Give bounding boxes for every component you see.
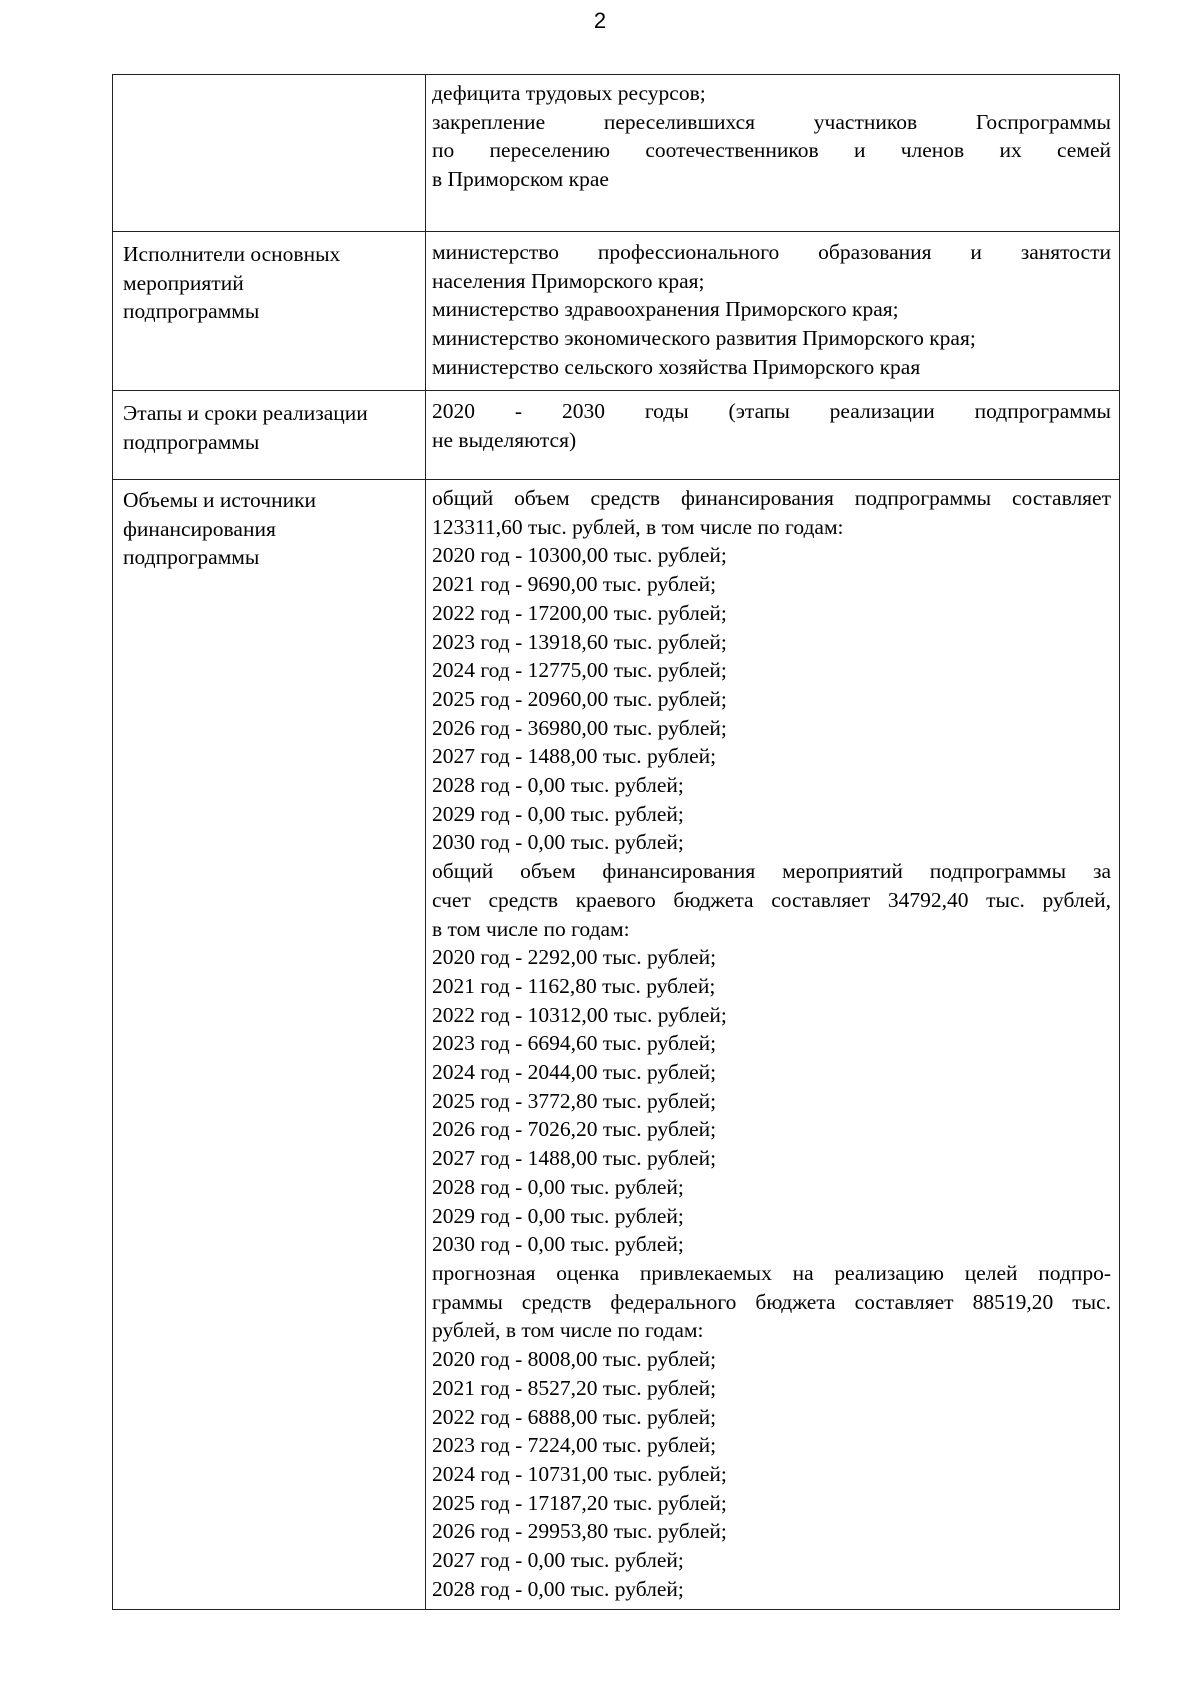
row-label [113,232,426,391]
value-line: граммы средств федерального бюджета составляет 88519,20 тыс. [432,1289,1111,1314]
value-line: 2027 год - 0,00 тыс. рублей; [432,1548,684,1573]
value-line: 2024 год - 12775,00 тыс. рублей; [432,658,727,683]
value-line: прогнозная оценка привлекаемых на реализацию целей подпро- [432,1260,1111,1285]
row-funding [113,480,1120,1610]
value-line: 2029 год - 0,00 тыс. рублей; [432,1203,684,1228]
row-goals-continuation [113,75,1120,232]
value-line: по переселению соотечественников и членов их семей [432,138,1111,163]
row-executors [113,232,1120,391]
subprogram-passport-table [112,74,1120,1610]
label-line: Исполнители основных [123,242,341,266]
value-line: министерство экономического развития Приморского края; [432,326,976,351]
value-line: счет средств краевого бюджета составляет 34792,40 тыс. рублей, [432,887,1111,912]
value-line: 2028 год - 0,00 тыс. рублей; [432,1174,684,1199]
label-line: мероприятий [123,270,244,295]
value-line: 2023 год - 13918,60 тыс. рублей; [432,629,727,654]
value-line: общий объем финансирования мероприятий подпрограммы за [432,859,1111,884]
value-line: 2021 год - 8527,20 тыс. рублей; [432,1375,717,1400]
value-line: 2021 год - 9690,00 тыс. рублей; [432,572,717,597]
value-line: рублей, в том числе по годам: [432,1318,704,1343]
label-line: Объемы и источники [123,488,317,512]
value-line: общий объем средств финансирования подпрограммы составляет [432,486,1111,510]
value-line: 2022 год - 6888,00 тыс. рублей; [432,1404,717,1429]
value-line: 2020 год - 10300,00 тыс. рублей; [432,543,727,568]
value-line: 2030 год - 0,00 тыс. рублей; [432,830,684,855]
value-line: 2025 год - 20960,00 тыс. рублей; [432,686,727,711]
row-value [426,232,1120,391]
label-line: подпрограммы [123,299,260,324]
value-line: 2020 - 2030 годы (этапы реализации подпрограммы [432,399,1111,423]
row-value [426,391,1120,480]
value-line: министерство здравоохранения Приморского края; [432,297,899,322]
value-line: 2027 год - 1488,00 тыс. рублей; [432,744,717,769]
value-line: в Приморском крае [432,167,609,192]
value-line: 2029 год - 0,00 тыс. рублей; [432,801,684,826]
value-line: 2020 год - 8008,00 тыс. рублей; [432,1347,717,1372]
value-line: 2021 год - 1162,80 тыс. рублей; [432,973,716,998]
page-number: 2 [593,8,607,33]
value-line: 2025 год - 17187,20 тыс. рублей; [432,1490,727,1515]
row-value [426,75,1120,232]
value-line: 2026 год - 29953,80 тыс. рублей; [432,1519,727,1544]
value-line: 2026 год - 36980,00 тыс. рублей; [432,715,727,740]
value-line: 2020 год - 2292,00 тыс. рублей; [432,945,717,970]
value-line: 123311,60 тыс. рублей, в том числе по годам: [432,514,844,539]
label-line: Этапы и сроки реализации [123,401,368,425]
value-line: 2024 год - 2044,00 тыс. рублей; [432,1060,717,1085]
value-line: 2030 год - 0,00 тыс. рублей; [432,1232,684,1257]
value-line: 2028 год - 0,00 тыс. рублей; [432,1576,684,1601]
row-label [113,391,426,480]
label-line: подпрограммы [123,429,260,454]
value-line: 2024 год - 10731,00 тыс. рублей; [432,1461,727,1486]
row-label [113,75,426,232]
value-line: в том числе по годам: [432,916,630,941]
row-label [113,480,426,1610]
row-value [426,480,1120,1610]
value-line: дефицита трудовых ресурсов; [432,81,706,105]
row-stages-terms [113,391,1120,480]
label-line: финансирования [123,516,276,541]
value-line: населения Приморского края; [432,268,705,293]
value-line: 2022 год - 17200,00 тыс. рублей; [432,600,727,625]
value-line: не выделяются) [432,427,577,452]
value-line: 2026 год - 7026,20 тыс. рублей; [432,1117,717,1142]
value-line: закрепление переселившихся участников Госпрограммы [432,109,1111,134]
value-line: 2022 год - 10312,00 тыс. рублей; [432,1002,727,1027]
label-line: подпрограммы [123,545,260,570]
value-line: 2023 год - 6694,60 тыс. рублей; [432,1031,717,1056]
value-line: 2025 год - 3772,80 тыс. рублей; [432,1088,717,1113]
value-line: министерство профессионального образования и занятости [432,240,1111,264]
value-line: 2023 год - 7224,00 тыс. рублей; [432,1433,717,1458]
value-line: 2027 год - 1488,00 тыс. рублей; [432,1146,717,1171]
value-line: министерство сельского хозяйства Приморского края [432,354,921,379]
value-line: 2028 год - 0,00 тыс. рублей; [432,773,684,798]
